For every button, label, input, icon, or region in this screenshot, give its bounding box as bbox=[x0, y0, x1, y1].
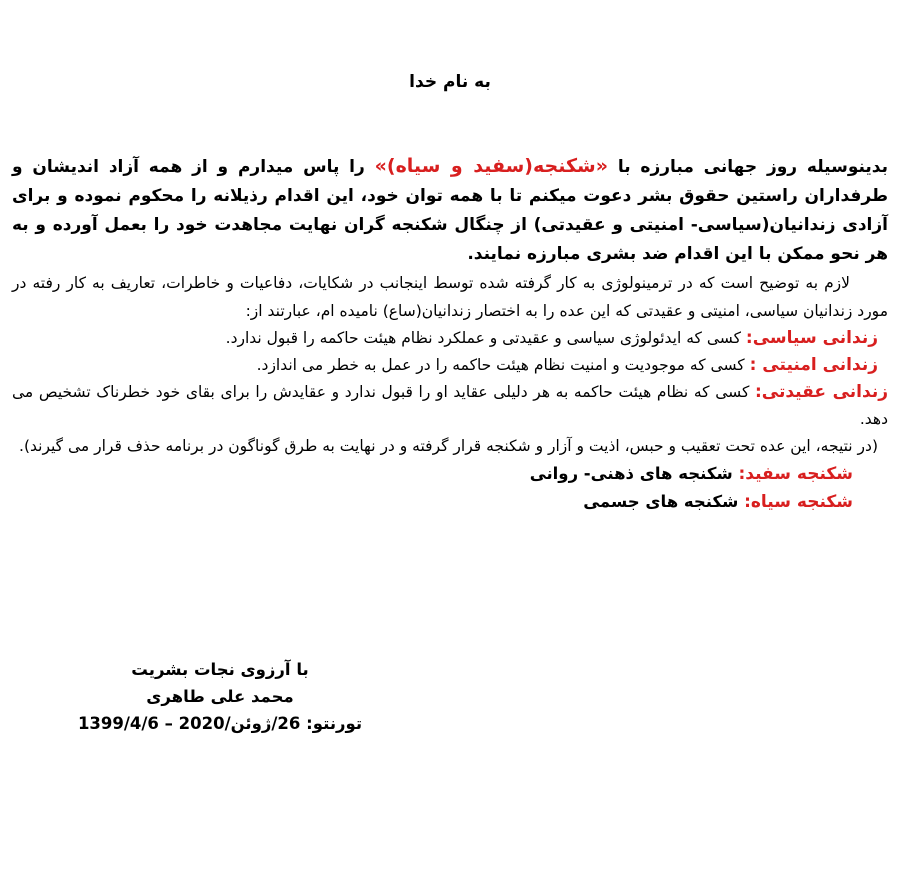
definition-text: کسی که موجودیت و امنیت نظام هیئت حاکمه را در عمل به خطر می اندازد. bbox=[256, 356, 745, 374]
torture-text: شکنجه های ذهنی- روانی bbox=[529, 464, 733, 483]
document-body bbox=[12, 152, 888, 516]
signature-wish: با آرزوی نجات بشریت bbox=[131, 660, 309, 679]
intro-before: بدینوسیله روز جهانی مبارزه با bbox=[617, 157, 888, 177]
definition-term: زندانی سیاسی: bbox=[745, 328, 878, 348]
signature-place-date: تورنتو: 26/ژوئن/2020 – 1399/4/6 bbox=[77, 714, 363, 733]
definition-term: زندانی امنیتی : bbox=[749, 355, 878, 375]
torture-term: شکنجه سفید: bbox=[738, 464, 853, 484]
signature-block bbox=[60, 656, 380, 737]
torture-term: شکنجه سیاه: bbox=[744, 492, 853, 512]
definition-text: کسی که نظام هیئت حاکمه به هر دلیلی عقاید او را قبول ندارد و عقایدش را برای بقای خود خطرناک تشخیص می دهد. bbox=[12, 383, 888, 428]
white-torture-line bbox=[12, 460, 888, 488]
torture-text: شکنجه های جسمی bbox=[583, 492, 739, 511]
intro-paragraph bbox=[12, 152, 888, 269]
intro-highlight: «شکنجه(سفید و سیاه)» bbox=[374, 155, 608, 177]
definition-text: کسی که ایدئولوژی سیاسی و عقیدتی و عملکرد نظام هیئت حاکمه را قبول ندارد. bbox=[225, 329, 741, 347]
black-torture-line bbox=[12, 488, 888, 516]
definition-political bbox=[12, 325, 888, 352]
explanation-paragraph: لازم به توضیح است که در ترمینولوژی به کار گرفته شده توسط اینجانب در شکایات، دفاعیات و خاطرات، تعاریف به کار رفته در مورد زندانیان سیاسی، امنیتی و عقیدتی که این عده را به اختصار زندانیان(ساع) نامیده ام، عبارتند از: bbox=[12, 274, 888, 320]
document-title: به نام خدا bbox=[409, 72, 491, 92]
intro-after: را پاس میدارم و از همه آزاد اندیشان و طرفداران راستین حقوق بشر دعوت میکنم تا با همه توان خود، این اقدام رذیلانه را محکوم نموده و برای آزادی زندانیان(سیاسی- امنیتی و عقیدتی) از چنگال شکنجه گران نهایت مجاهدت خود را بعمل آورده و به هر نحو ممکن با این اقدام ضد بشری مبارزه نمایند. bbox=[12, 157, 888, 264]
definition-ideological bbox=[12, 379, 888, 433]
definition-security bbox=[12, 352, 888, 379]
definition-term: زندانی عقیدتی: bbox=[754, 382, 888, 402]
conclusion-paragraph: (در نتیجه، این عده تحت تعقیب و حبس، اذیت و آزار و شکنجه قرار گرفته و در نهایت به طرق گوناگون در برنامه حذف قرار می گیرند). bbox=[19, 437, 878, 455]
signature-name: محمد علی طاهری bbox=[146, 687, 294, 706]
